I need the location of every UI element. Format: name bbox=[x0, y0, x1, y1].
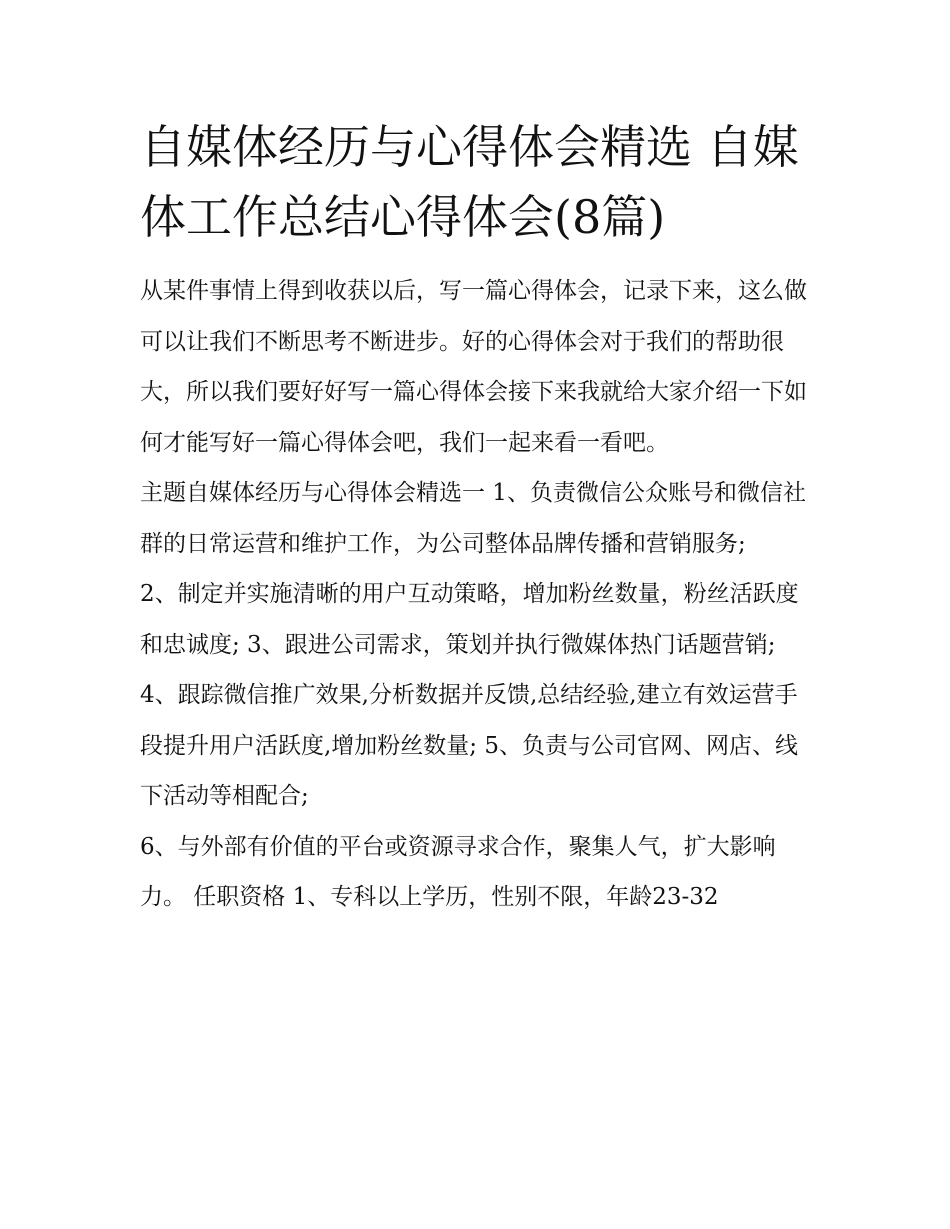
paragraph-item-2-3: 2、制定并实施清晰的用户互动策略，增加粉丝数量，粉丝活跃度和忠诚度; 3、跟进公司需求，策划并执行微媒体热门话题营销; bbox=[140, 581, 799, 658]
document-title: 自媒体经历与心得体会精选 自媒体工作总结心得体会(8篇) bbox=[140, 120, 799, 244]
paragraph-item-4-5: 4、跟踪微信推广效果,分析数据并反馈,总结经验,建立有效运营手段提升用户活跃度,增加粉丝数量; 5、负责与公司官网、网店、线下活动等相配合; bbox=[140, 682, 799, 809]
paragraph-intro: 从某件事情上得到收获以后，写一篇心得体会，记录下来，这么做可以让我们不断思考不断进步。好的心得体会对于我们的帮助很大，所以我们要好好写一篇心得体会接下来我就给大家介绍一下如何才能写好一篇心得体会吧，我们一起来看一看吧。 bbox=[140, 278, 807, 456]
document-body bbox=[140, 112, 812, 923]
paragraph-item-1: 主题自媒体经历与心得体会精选一 1、负责微信公众账号和微信社群的日常运营和维护工作，为公司整体品牌传播和营销服务; bbox=[140, 480, 806, 557]
paragraph-item-6: 6、与外部有价值的平台或资源寻求合作，聚集人气，扩大影响力。 任职资格 1、专科以上学历，性别不限，年龄23-32 bbox=[140, 833, 776, 910]
